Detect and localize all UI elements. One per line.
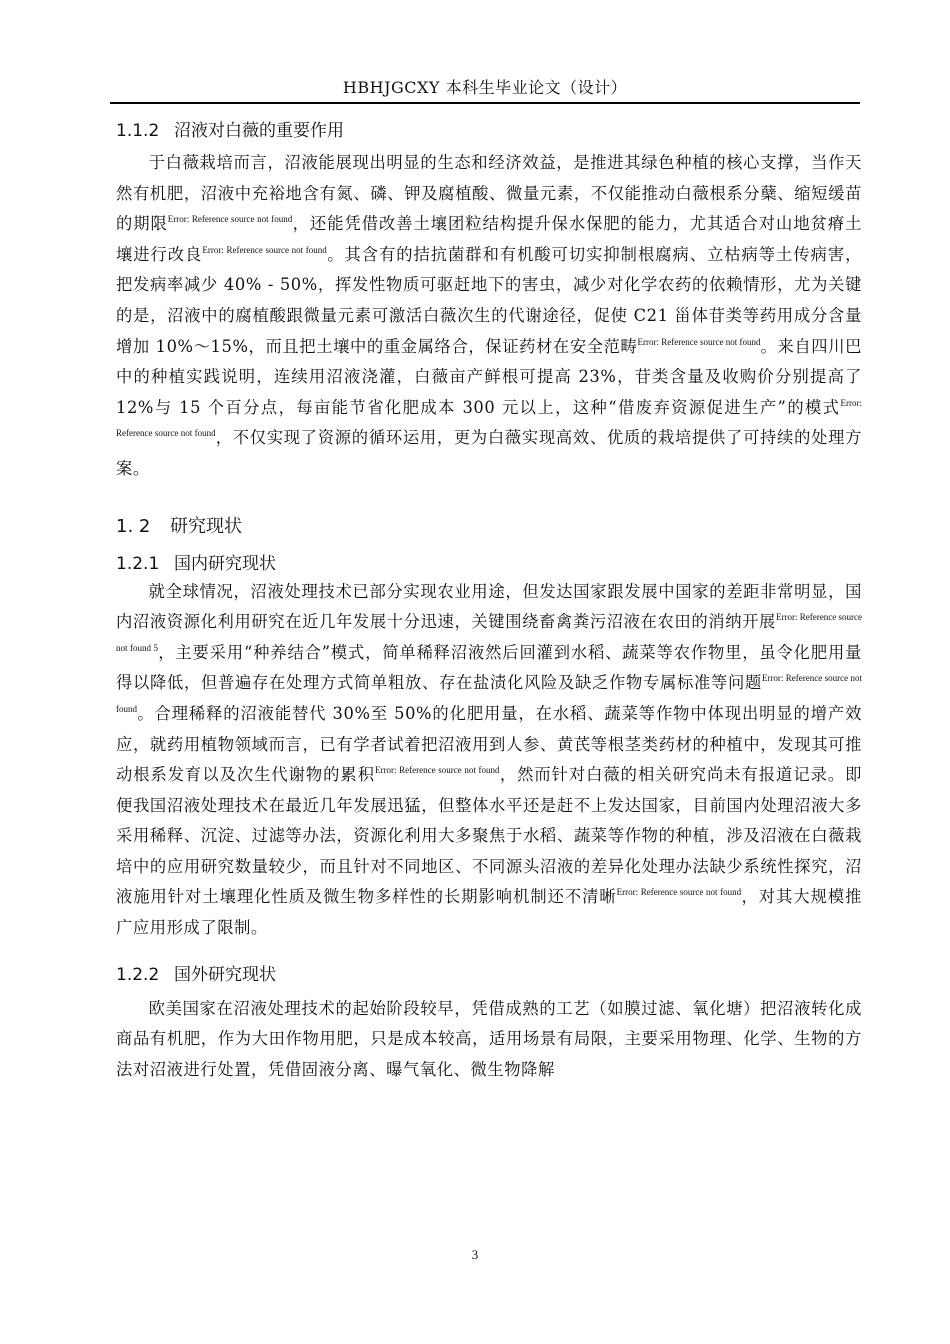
citation-error: Error: Reference source not found [116, 673, 862, 714]
citation-error: Error: Reference source not found [202, 244, 327, 255]
citation-error: Error: Reference source not found [374, 765, 500, 776]
section-heading-1-2-2 [116, 964, 862, 986]
section-title: 研究现状 [170, 515, 242, 537]
paragraph-text: 。其含有的拮抗菌群和有机酸可切实抑制根腐病、立枯病等土传病害，把发病率减少 40% - 50%，挥发性物质可驱赶地下的害虫，减少对化学农药的依赖情形，尤为关键的是，沼液中的腐植酸跟微量元素可激活白薇次生的代谢途径，促使 C21 甾体苷类等药用成分含量增加 10%～15%，而且把土壤中的重金属络合，保证药材在安全范畴 [116, 244, 862, 356]
section-title: 国外研究现状 [174, 964, 276, 985]
paragraph-text: 欧美国家在沼液处理技术的起始阶段较早，凭借成熟的工艺（如膜过滤、氧化塘）把沼液转化成商品有机肥，作为大田作物用肥，只是成本较高，适用场景有局限，主要采用物理、化学、生物的方法对沼液进行处置，凭借固液分离、曝气氧化、微生物降解 [116, 998, 862, 1079]
section-heading-1-2-1 [116, 553, 862, 575]
paragraph-text: 。合理稀释的沼液能替代 30%至 50%的化肥用量，在水稻、蔬菜等作物中体现出明显的增产效应，就药用植物领域而言，已有学者试着把沼液用到人参、黄芪等根茎类药材的种植中，发现其可推动根系发育以及次生代谢物的累积 [116, 703, 862, 785]
section-number: 1.2.2 [116, 964, 160, 985]
section-heading-1-2 [116, 515, 862, 539]
citation-error: Error: Reference source not found 5 [116, 612, 862, 653]
paragraph-1-1-2 [116, 148, 862, 485]
citation-error: Error: Reference source not found [616, 887, 742, 898]
citation-error: Error: Reference source not found [116, 397, 862, 439]
citation-error: Error: Reference source not found [637, 336, 761, 347]
paragraph-text: ，还能凭借改善土壤团粒结构提升保水保肥的能力，尤其适合对山地贫瘠土壤进行改良 [116, 214, 862, 264]
paragraph-1-2-2 [116, 994, 862, 1086]
page-number: 3 [471, 1247, 479, 1262]
paragraph-1-2-1 [116, 577, 862, 944]
paragraph-text: ，然而针对白薇的相关研究尚未有报道记录。即便我国沼液处理技术在最近几年发展迅猛，但整体水平还是赶不上发达国家，目前国内处理沼液大多采用稀释、沉淀、过滤等办法，资源化利用大多聚焦于水稻、蔬菜等作物的种植，涉及沼液在白薇栽培中的应用研究数量较少，而且针对不同地区、不同源头沼液的差异化处理办法缺少系统性探究，沼液施用针对土壤理化性质及微生物多样性的长期影响机制还不清晰 [116, 765, 862, 907]
paragraph-text: 。来自四川巴中的种植实践说明，连续用沼液浇灌，白薇亩产鲜根可提高 23%，苷类含量及收购价分别提高了 12%与 15 个百分点，每亩能节省化肥成本 300 元以上，这种“借废弃资源促进生产”的模式 [116, 336, 862, 417]
section-title: 国内研究现状 [174, 553, 276, 574]
paragraph-text: ，不仅实现了资源的循环运用，更为白薇实现高效、优质的栽培提供了可持续的处理方案。 [116, 428, 862, 478]
citation-error: Error: Reference source not found [167, 214, 293, 225]
section-number: 1. 2 [116, 515, 151, 537]
section-title: 沼液对白薇的重要作用 [174, 121, 344, 141]
paragraph-text: 就全球情况，沼液处理技术已部分实现农业用途，但发达国家跟发展中国家的差距非常明显，国内沼液资源化利用研究在近几年发展十分迅速，关键围绕畜禽粪污沼液在农田的消纳开展 [116, 581, 862, 632]
section-number: 1.2.1 [116, 553, 160, 574]
page-body [116, 112, 862, 1085]
section-heading-1-1-2 [116, 120, 862, 142]
paragraph-text: ，主要采用“种养结合”模式，简单稀释沼液然后回灌到水稻、蔬菜等农作物里，虽令化肥用量得以降低，但普遍存在处理方式简单粗放、存在盐渍化风险及缺乏作物专属标准等问题 [116, 642, 862, 693]
page-header: HBHJGCXY 本科生毕业论文（设计） [342, 78, 628, 97]
paragraph-text: 于白薇栽培而言，沼液能展现出明显的生态和经济效益，是推进其绿色种植的核心支撑，当作天然有机肥，沼液中充裕地含有氮、磷、钾及腐植酸、微量元素，不仅能推动白薇根系分蘖、缩短缓苗的期限 [116, 153, 862, 234]
section-number: 1.1.2 [116, 121, 160, 141]
paragraph-text: ，对其大规模推广应用形成了限制。 [116, 887, 863, 938]
header-rule [110, 102, 860, 104]
